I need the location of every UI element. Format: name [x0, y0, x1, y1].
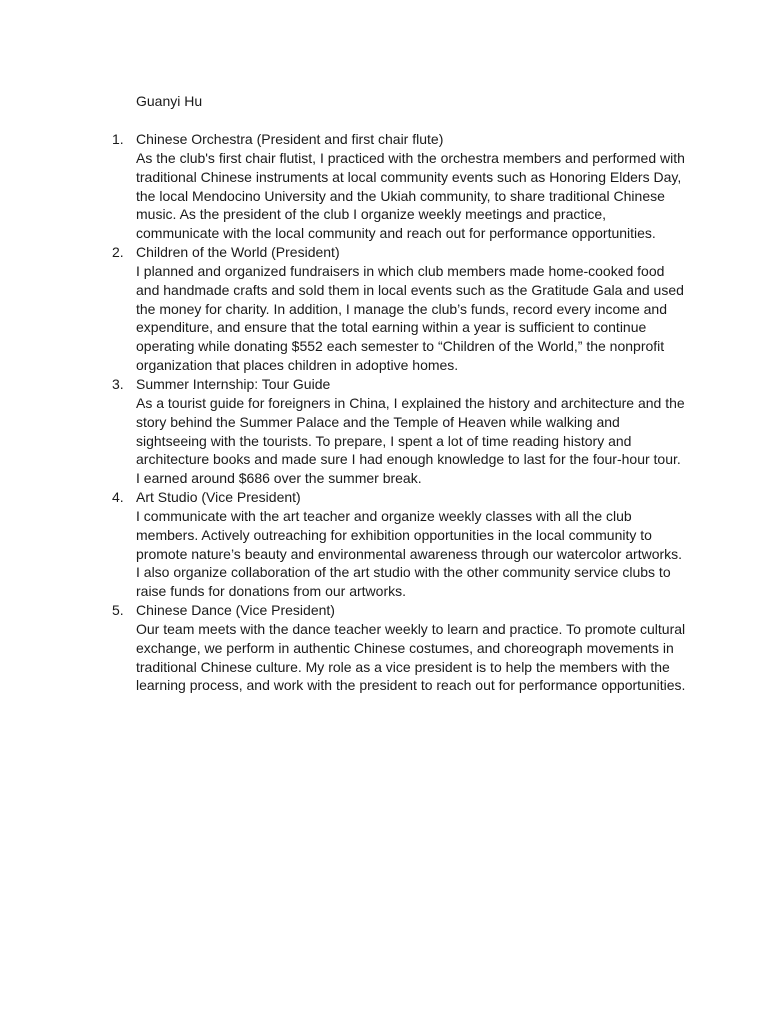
activity-description-line: communicate with the local community and reach out for performance opportunities.: [136, 225, 656, 242]
activity-description-line: the money for charity. In addition, I manage the club’s funds, record every income and: [136, 300, 667, 317]
activity-description-line: and handmade crafts and sold them in local events such as the Gratitude Gala and used: [136, 281, 684, 298]
activity-description-line: organization that places children in adoptive homes.: [136, 357, 459, 374]
activity-number: 1.: [112, 131, 124, 147]
activity-description-line: members. Actively outreaching for exhibition opportunities in the local community to: [136, 526, 652, 543]
activity-description-line: promote nature’s beauty and environmental awareness through our watercolor artworks.: [136, 545, 683, 562]
activity-item-chinese-dance: [112, 601, 696, 695]
activity-list: [112, 130, 696, 695]
activity-description-line: As the club's first chair flutist, I practiced with the orchestra members and performed with: [136, 149, 685, 166]
activity-item-summer-internship: [112, 375, 696, 488]
activity-description-line: exchange, we perform in authentic Chinese costumes, and choreograph movements in: [136, 639, 674, 656]
activity-description-line: raise funds for donations from our artworks.: [136, 583, 407, 600]
activity-description-line: I planned and organized fundraisers in which club members made home-cooked food: [136, 262, 665, 279]
activity-description-line: story behind the Summer Palace and the Temple of Heaven while walking and: [136, 413, 620, 430]
activity-description-line: music. As the president of the club I organize weekly meetings and practice,: [136, 206, 607, 223]
activity-item-chinese-orchestra: [112, 130, 696, 243]
activity-description-line: the local Mendocino University and the Ukiah community, to share traditional Chinese: [136, 187, 665, 204]
activity-description-line: I communicate with the art teacher and organize weekly classes with all the club: [136, 507, 632, 524]
activity-description-line: architecture books and made sure I had enough knowledge to last for the four-hour tour.: [136, 451, 681, 468]
activity-title: Chinese Orchestra (President and first chair flute): [136, 131, 444, 147]
activity-description-line: traditional Chinese culture. My role as a vice president is to help the members with the: [136, 658, 670, 675]
activity-title: Chinese Dance (Vice President): [136, 602, 335, 619]
activity-title: Summer Internship: Tour Guide: [136, 375, 331, 392]
author-name: Guanyi Hu: [136, 93, 203, 109]
activity-number: 2.: [112, 244, 124, 261]
activity-description-line: I earned around $686 over the summer break.: [136, 470, 422, 487]
activity-item-children-of-the-world: [112, 243, 696, 375]
activity-description-line: As a tourist guide for foreigners in China, I explained the history and architecture and the: [136, 394, 685, 411]
activity-title: Art Studio (Vice President): [136, 489, 301, 506]
activity-item-art-studio: [112, 488, 696, 601]
activity-description-line: operating while donating $552 each semester to “Children of the World,” the nonprofit: [136, 338, 665, 355]
activity-title: Children of the World (President): [136, 244, 340, 261]
activity-number: 5.: [112, 602, 124, 619]
activity-description-line: learning process, and work with the president to reach out for performance opportunities.: [136, 677, 686, 694]
activity-description-line: expenditure, and ensure that the total earning within a year is sufficient to continue: [136, 319, 647, 336]
activity-description-line: I also organize collaboration of the art studio with the other community service clubs to: [136, 564, 671, 581]
activity-description-line: sightseeing with the tourists. To prepare, I spent a lot of time reading history and: [136, 432, 632, 449]
activity-description-line: traditional Chinese instruments at local community events such as Honoring Elders Day,: [136, 168, 682, 185]
activity-description-line: Our team meets with the dance teacher weekly to learn and practice. To promote cultural: [136, 620, 686, 637]
activity-number: 4.: [112, 489, 124, 506]
activity-number: 3.: [112, 375, 124, 392]
